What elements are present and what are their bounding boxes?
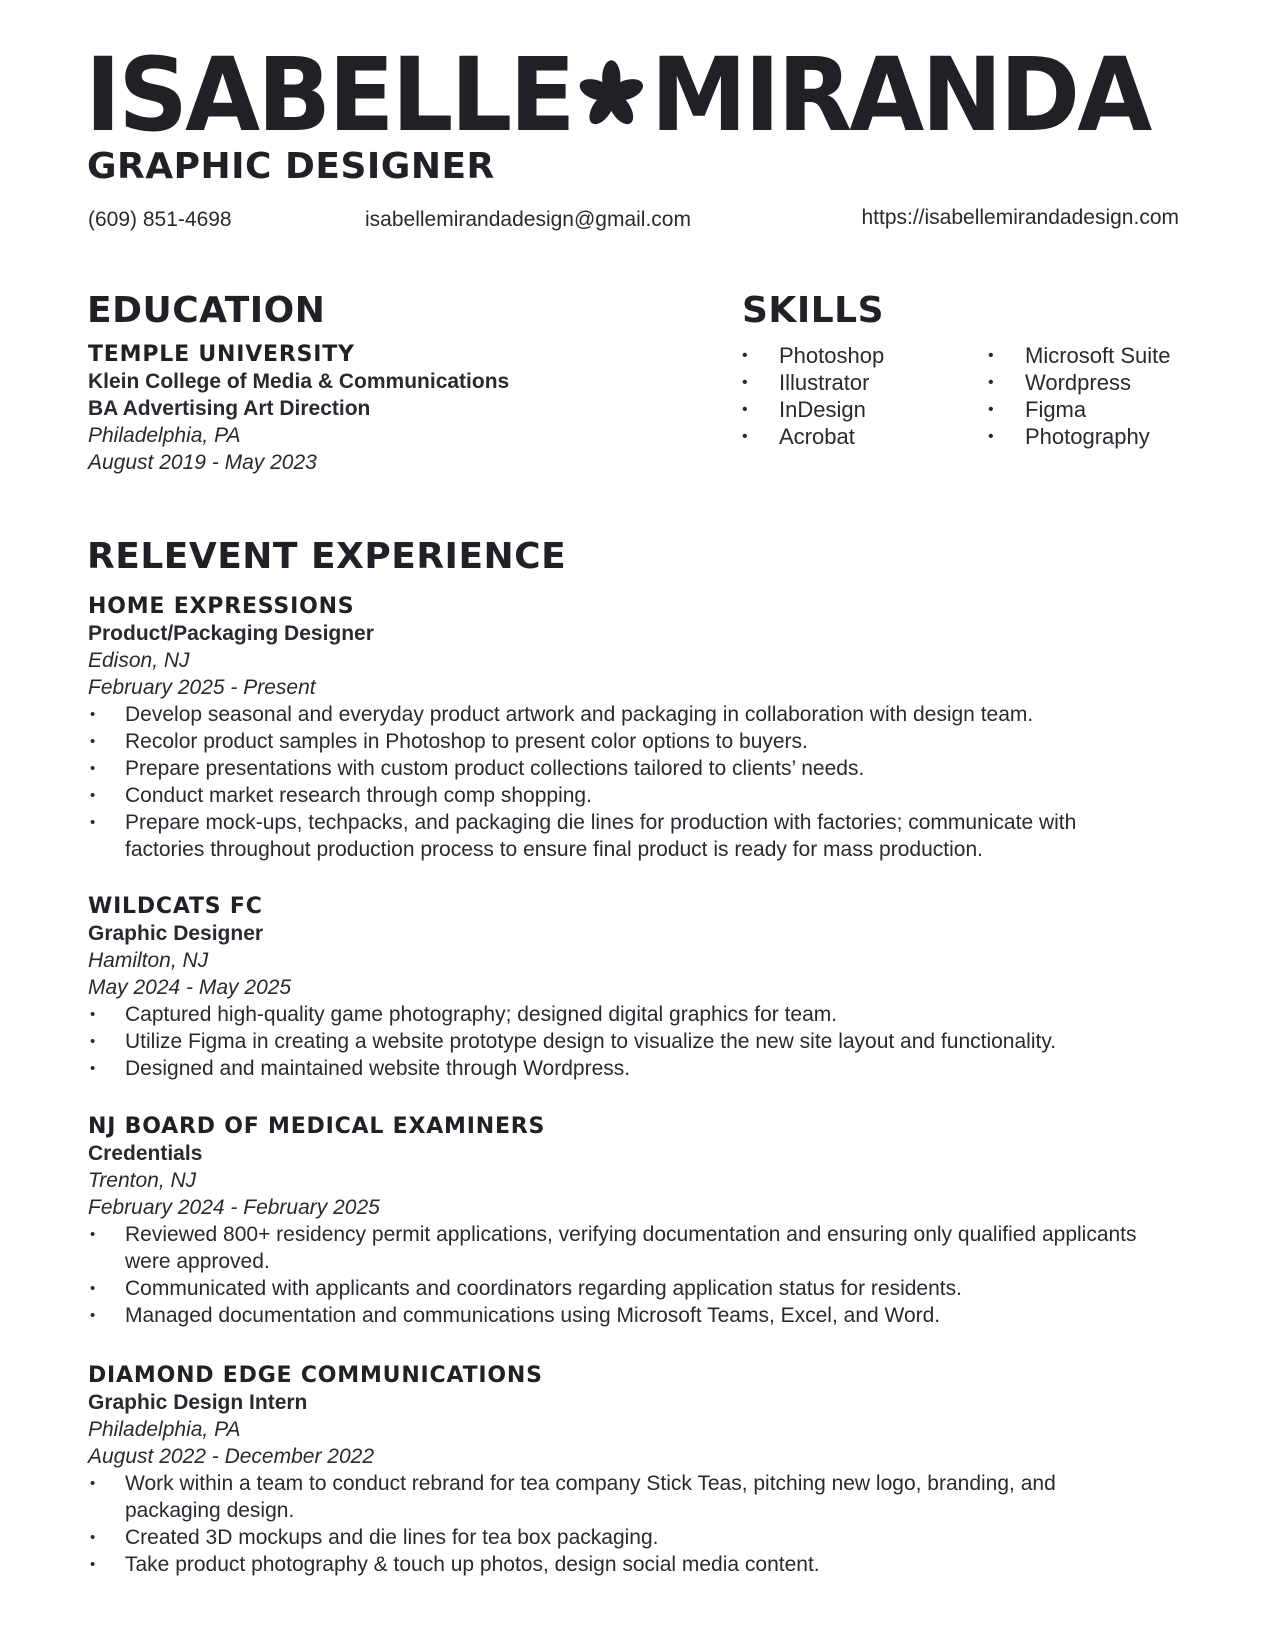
bullet-item: • Designed and maintained website through Wordpress.	[88, 1055, 1148, 1082]
contact-website[interactable]: https://isabellemirandadesign.com	[861, 206, 1179, 229]
bullet-item: • Created 3D mockups and die lines for tea box packaging.	[88, 1524, 1148, 1551]
skill-item: • Illustrator	[742, 369, 884, 396]
job-role: Product/Packaging Designer	[88, 622, 374, 645]
job-dates: August 2022 - December 2022	[88, 1445, 375, 1468]
college-name: Klein College of Media & Communications	[88, 370, 510, 393]
contact-phone[interactable]: (609) 851-4698	[88, 208, 232, 231]
education-heading: EDUCATION	[87, 290, 326, 331]
job-location: Hamilton, NJ	[88, 949, 209, 972]
bullet-item: • Develop seasonal and everyday product artwork and packaging in collaboration with design team.	[88, 701, 1148, 728]
bullet-item: • Utilize Figma in creating a website prototype design to visualize the new site layout and functionality.	[88, 1028, 1148, 1055]
job-bullets	[88, 1001, 1148, 1082]
skills-heading: SKILLS	[742, 290, 885, 331]
job-location: Trenton, NJ	[88, 1169, 197, 1192]
job-role: Graphic Designer	[88, 922, 264, 945]
degree: BA Advertising Art Direction	[88, 397, 371, 420]
last-name: MIRANDA	[650, 35, 1150, 155]
job-dates: February 2025 - Present	[88, 676, 316, 699]
job-bullets	[88, 1221, 1148, 1329]
job-role: Graphic Design Intern	[88, 1391, 308, 1414]
job-entry	[88, 893, 1148, 1082]
job-role: Credentials	[88, 1142, 203, 1165]
skill-item: • Photoshop	[742, 342, 884, 369]
skills-column-1	[742, 342, 884, 450]
skill-item: • InDesign	[742, 396, 884, 423]
skill-item: • Photography	[988, 423, 1171, 450]
bullet-item: • Prepare mock-ups, techpacks, and packaging die lines for production with factories; communicate with factories throughout production process to ensure final product is ready for mass production.	[88, 809, 1148, 863]
job-entry	[88, 1362, 1148, 1578]
bullet-item: • Managed documentation and communications using Microsoft Teams, Excel, and Word.	[88, 1302, 1148, 1329]
job-location: Edison, NJ	[88, 649, 190, 672]
job-entry	[88, 593, 1148, 863]
skill-item: • Acrobat	[742, 423, 884, 450]
flower-icon	[577, 52, 647, 138]
company-name: NJ BOARD OF MEDICAL EXAMINERS	[88, 1114, 546, 1139]
skill-item: • Figma	[988, 396, 1171, 423]
job-bullets	[88, 701, 1148, 863]
company-name: DIAMOND EDGE COMMUNICATIONS	[88, 1363, 543, 1388]
name-heading	[85, 35, 1150, 155]
school-name: TEMPLE UNIVERSITY	[88, 342, 355, 367]
bullet-item: • Work within a team to conduct rebrand for tea company Stick Teas, pitching new logo, branding, and packaging design.	[88, 1470, 1148, 1524]
bullet-item: • Captured high-quality game photography; designed digital graphics for team.	[88, 1001, 1148, 1028]
job-dates: February 2024 - February 2025	[88, 1196, 380, 1219]
bullet-item: • Prepare presentations with custom product collections tailored to clients’ needs.	[88, 755, 1148, 782]
job-entry	[88, 1113, 1148, 1329]
bullet-item: • Recolor product samples in Photoshop to present color options to buyers.	[88, 728, 1148, 755]
company-name: WILDCATS FC	[88, 894, 263, 919]
contact-email[interactable]: isabellemirandadesign@gmail.com	[365, 208, 691, 231]
experience-heading: RELEVENT EXPERIENCE	[87, 536, 567, 577]
job-dates: May 2024 - May 2025	[88, 976, 292, 999]
skills-column-2	[988, 342, 1171, 450]
bullet-item: • Take product photography & touch up photos, design social media content.	[88, 1551, 1148, 1578]
bullet-item: • Reviewed 800+ residency permit applications, verifying documentation and ensuring only qualified applicants were approved.	[88, 1221, 1148, 1275]
company-name: HOME EXPRESSIONS	[88, 594, 355, 619]
education-dates: August 2019 - May 2023	[88, 451, 317, 474]
skill-item: • Wordpress	[988, 369, 1171, 396]
bullet-item: • Conduct market research through comp shopping.	[88, 782, 1148, 809]
job-title: GRAPHIC DESIGNER	[87, 146, 495, 187]
education-block	[88, 341, 509, 476]
skill-item: • Microsoft Suite	[988, 342, 1171, 369]
job-location: Philadelphia, PA	[88, 1418, 241, 1441]
bullet-item: • Communicated with applicants and coordinators regarding application status for residents.	[88, 1275, 1148, 1302]
first-name: ISABELLE	[85, 35, 573, 155]
education-location: Philadelphia, PA	[88, 424, 241, 447]
job-bullets	[88, 1470, 1148, 1578]
